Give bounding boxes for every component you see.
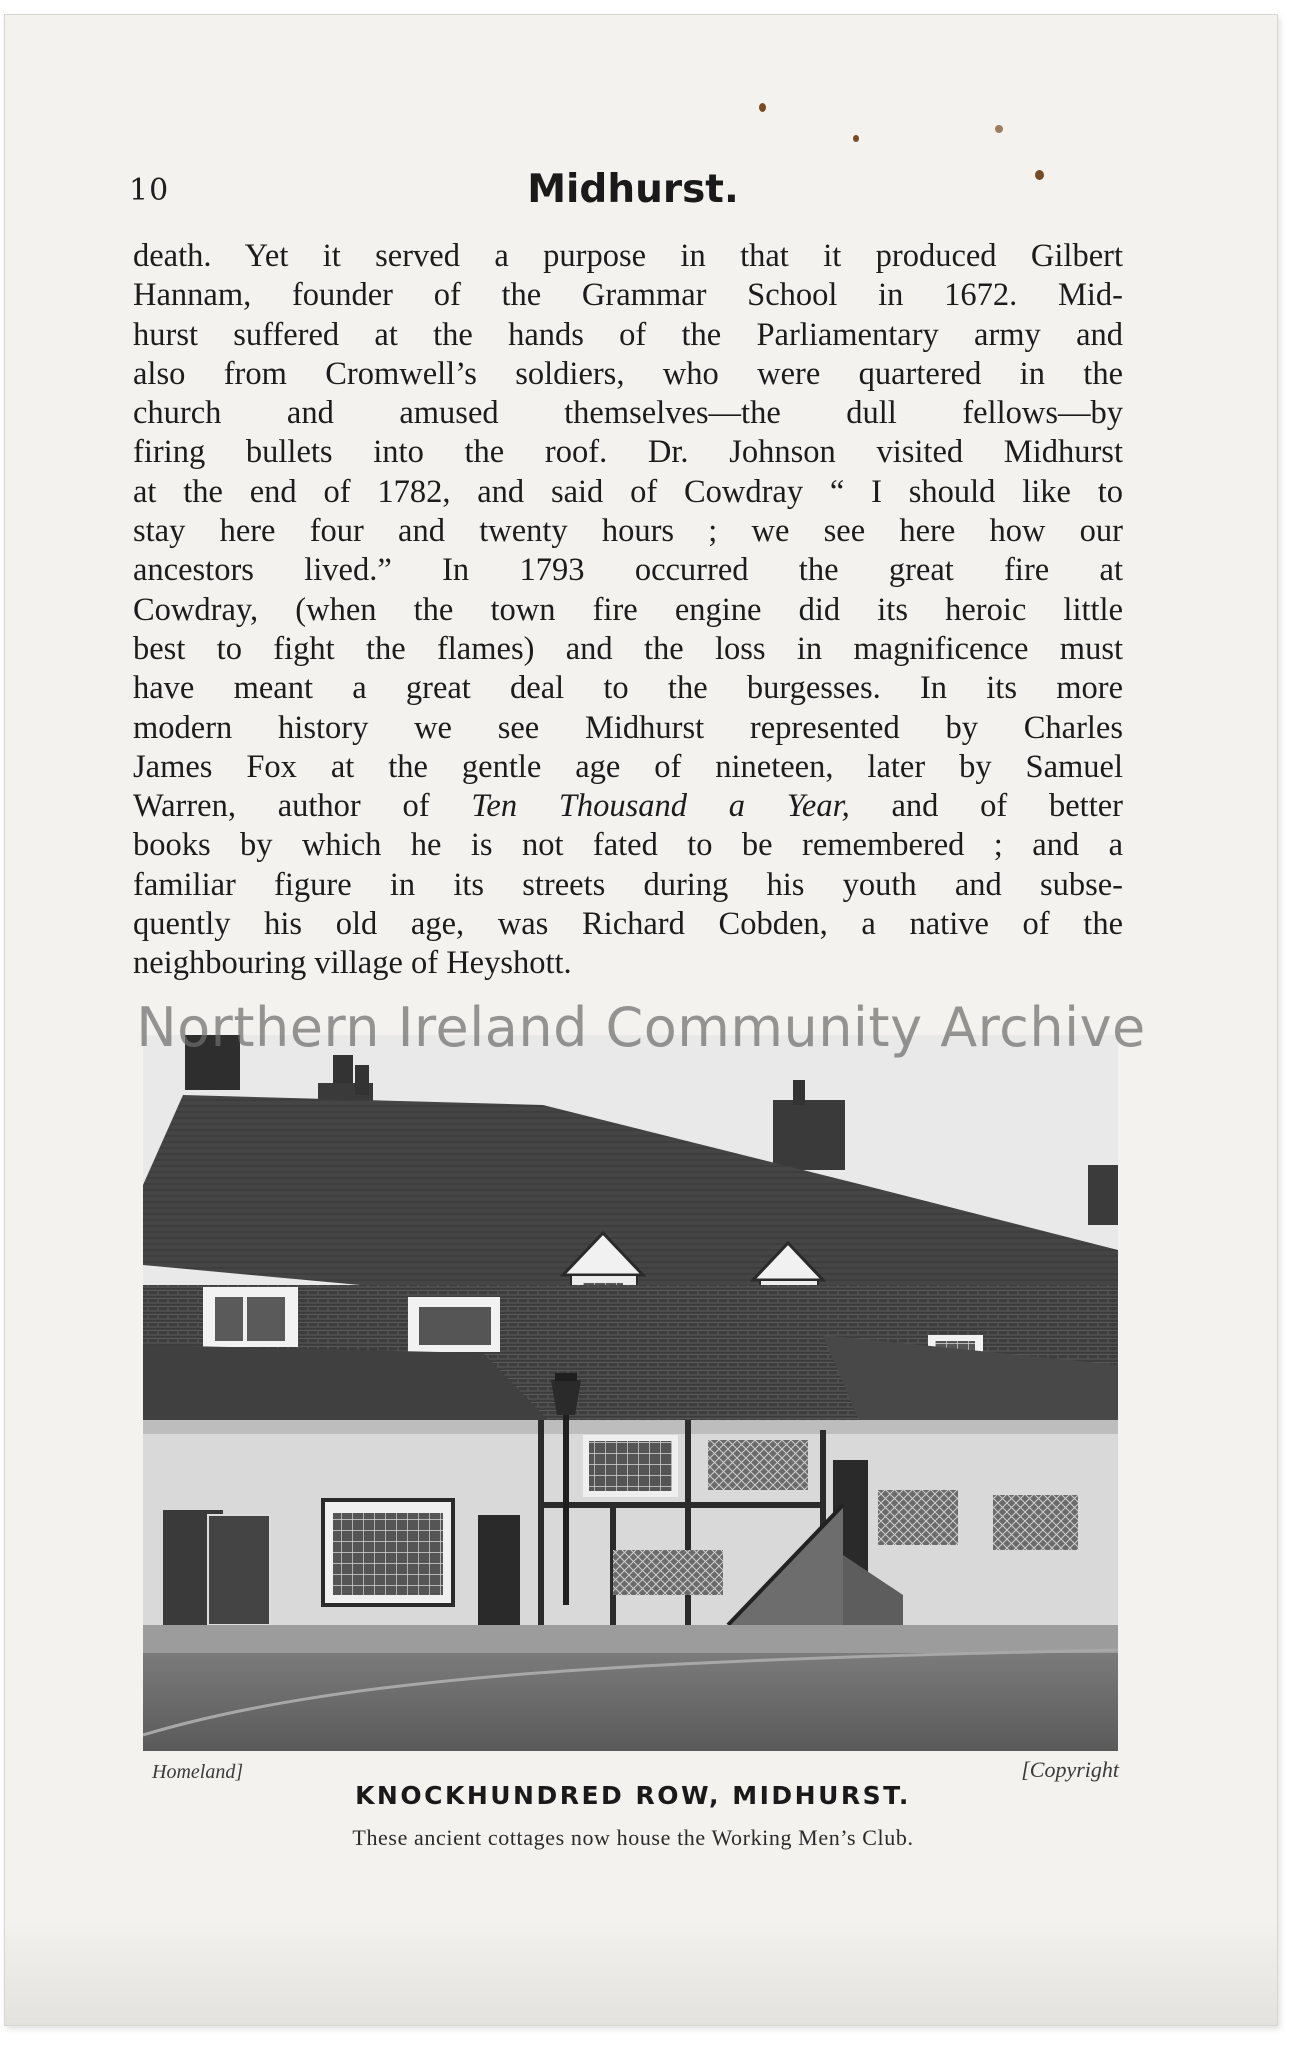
text-line: quently his old age, was Richard Cobden, a native of the	[133, 906, 1123, 943]
text-line-with-title	[133, 787, 1123, 826]
text-line: death. Yet it served a purpose in that it produced Gilbert	[133, 238, 1123, 274]
text-line: stay here four and twenty hours ; we see here how our	[133, 513, 1123, 550]
archive-watermark: Northern Ireland Community Archive	[136, 996, 1146, 1059]
page-header	[5, 167, 1277, 217]
foxing-spot	[995, 125, 1003, 133]
text-line: best to fight the flames) and the loss in magnificence must	[133, 630, 1123, 667]
foxing-spot	[853, 135, 859, 142]
text-fragment: and of better	[849, 788, 1123, 825]
text-line: church and amused themselves—the dull fellows—by	[133, 395, 1123, 432]
book-title-italic: Ten Thousand a Year,	[471, 788, 850, 825]
text-line: familiar figure in its streets during his youth and subse-	[133, 866, 1123, 903]
text-line: firing bullets into the roof. Dr. Johnson visited Midhurst	[133, 434, 1123, 471]
running-title: Midhurst.	[527, 167, 739, 212]
text-line: modern history we see Midhurst represented by Charles	[133, 709, 1123, 746]
text-line: hurst suffered at the hands of the Parliamentary army and	[133, 316, 1123, 353]
cottages-photograph	[143, 1035, 1118, 1751]
photo-credit-left: Homeland]	[152, 1761, 244, 1783]
text-fragment: Warren, author of	[133, 788, 472, 825]
text-line: James Fox at the gentle age of nineteen, later by Samuel	[133, 748, 1123, 785]
text-line: also from Cromwell’s soldiers, who were quartered in the	[133, 355, 1123, 392]
book-page	[4, 14, 1278, 2026]
text-line: have meant a great deal to the burgesses. In its more	[133, 670, 1123, 707]
text-line: books by which he is not fated to be remembered ; and a	[133, 827, 1123, 864]
photo-credit-right: [Copyright	[1021, 1757, 1119, 1782]
text-line: ancestors lived.” In 1793 occurred the great fire at	[133, 552, 1123, 589]
photo-illustration	[143, 1035, 1118, 1751]
text-line: Cowdray, (when the town fire engine did its heroic little	[133, 591, 1123, 628]
body-paragraph	[133, 237, 1123, 984]
foxing-spot	[759, 103, 766, 112]
photo-caption-subtitle: These ancient cottages now house the Working Men’s Club.	[352, 1825, 914, 1850]
photo-caption-title: KNOCKHUNDRED ROW, MIDHURST.	[355, 1781, 911, 1810]
text-line: at the end of 1782, and said of Cowdray “ I should like to	[133, 473, 1123, 510]
text-line: neighbouring village of Heyshott.	[133, 945, 572, 982]
text-line: Hannam, founder of the Grammar School in 1672. Mid-	[133, 277, 1123, 314]
page-number: 10	[129, 173, 170, 208]
pavement	[143, 1625, 1118, 1653]
